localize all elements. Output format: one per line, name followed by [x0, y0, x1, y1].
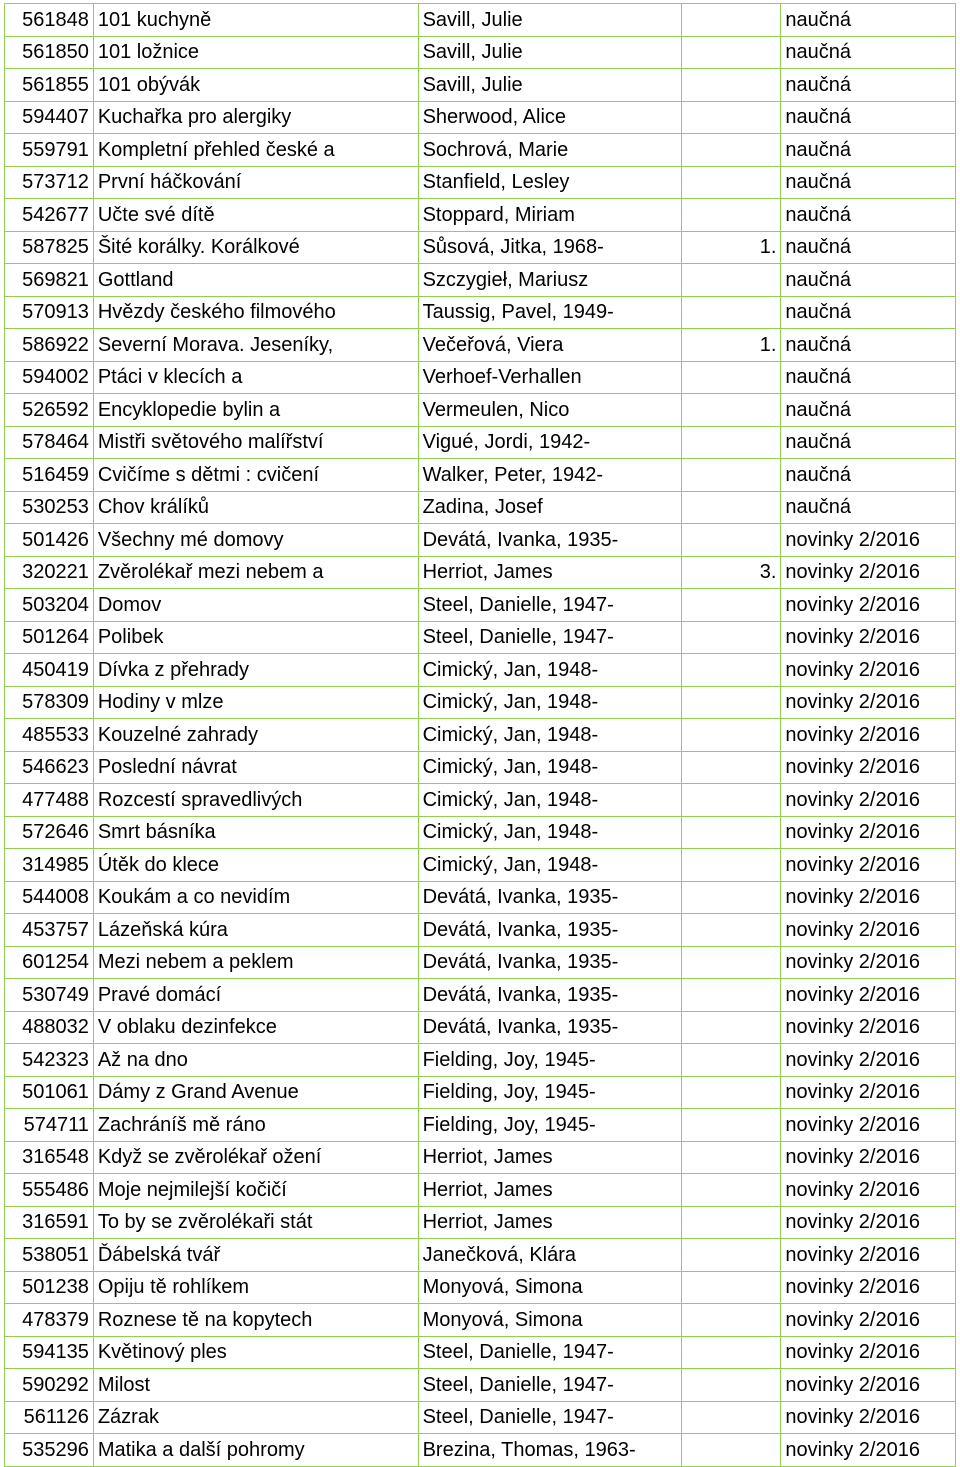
book-edition-cell	[681, 491, 780, 524]
table-row	[5, 1401, 956, 1434]
book-category-cell: novinky 2/2016	[781, 686, 956, 719]
book-category-cell: novinky 2/2016	[781, 1044, 956, 1077]
book-category-cell: naučná	[781, 166, 956, 199]
book-title-cell: Rozcestí spravedlivých	[93, 784, 418, 817]
book-edition-cell	[681, 1206, 780, 1239]
book-author-cell: Taussig, Pavel, 1949-	[418, 296, 681, 329]
book-edition-cell	[681, 1076, 780, 1109]
table-row	[5, 946, 956, 979]
book-id-cell: 501238	[5, 1271, 94, 1304]
book-category-cell: novinky 2/2016	[781, 1141, 956, 1174]
book-edition-cell	[681, 199, 780, 232]
table-row	[5, 1239, 956, 1272]
book-edition-cell	[681, 134, 780, 167]
book-title-cell: Útěk do klece	[93, 849, 418, 882]
book-id-cell: 542323	[5, 1044, 94, 1077]
book-edition-cell	[681, 914, 780, 947]
book-id-cell: 530749	[5, 979, 94, 1012]
book-category-cell: novinky 2/2016	[781, 1239, 956, 1272]
book-category-cell: novinky 2/2016	[781, 881, 956, 914]
book-category-cell: novinky 2/2016	[781, 784, 956, 817]
book-edition-cell	[681, 654, 780, 687]
book-title-cell: Kuchařka pro alergiky	[93, 101, 418, 134]
book-title-cell: Kompletní přehled české a	[93, 134, 418, 167]
book-category-cell: naučná	[781, 101, 956, 134]
table-row	[5, 881, 956, 914]
book-author-cell: Devátá, Ivanka, 1935-	[418, 979, 681, 1012]
book-category-cell: novinky 2/2016	[781, 1304, 956, 1337]
book-category-cell: naučná	[781, 329, 956, 362]
book-title-cell: To by se zvěrolékaři stát	[93, 1206, 418, 1239]
book-author-cell: Fielding, Joy, 1945-	[418, 1109, 681, 1142]
book-edition-cell	[681, 946, 780, 979]
book-edition-cell	[681, 1271, 780, 1304]
book-id-cell: 561848	[5, 4, 94, 37]
table-row	[5, 686, 956, 719]
book-title-cell: 101 ložnice	[93, 36, 418, 69]
book-author-cell: Savill, Julie	[418, 69, 681, 102]
book-id-cell: 314985	[5, 849, 94, 882]
book-edition-cell: 3.	[681, 556, 780, 589]
book-edition-cell	[681, 4, 780, 37]
book-id-cell: 574711	[5, 1109, 94, 1142]
book-edition-cell	[681, 719, 780, 752]
book-edition-cell	[681, 524, 780, 557]
book-author-cell: Steel, Danielle, 1947-	[418, 1369, 681, 1402]
table-row	[5, 264, 956, 297]
book-category-cell: naučná	[781, 459, 956, 492]
book-edition-cell	[681, 1044, 780, 1077]
table-row	[5, 589, 956, 622]
book-title-cell: Roznese tě na kopytech	[93, 1304, 418, 1337]
book-author-cell: Devátá, Ivanka, 1935-	[418, 914, 681, 947]
book-category-cell: naučná	[781, 36, 956, 69]
book-title-cell: Opiju tě rohlíkem	[93, 1271, 418, 1304]
book-title-cell: Učte své dítě	[93, 199, 418, 232]
book-id-cell: 488032	[5, 1011, 94, 1044]
book-category-cell: novinky 2/2016	[781, 751, 956, 784]
table-row	[5, 914, 956, 947]
book-title-cell: 101 kuchyně	[93, 4, 418, 37]
book-title-cell: Květinový ples	[93, 1336, 418, 1369]
book-id-cell: 570913	[5, 296, 94, 329]
book-id-cell: 561126	[5, 1401, 94, 1434]
book-id-cell: 316591	[5, 1206, 94, 1239]
book-category-cell: novinky 2/2016	[781, 524, 956, 557]
book-title-cell: Koukám a co nevidím	[93, 881, 418, 914]
table-row	[5, 784, 956, 817]
table-row	[5, 134, 956, 167]
table-row	[5, 1174, 956, 1207]
table-row	[5, 69, 956, 102]
book-author-cell: Steel, Danielle, 1947-	[418, 589, 681, 622]
book-author-cell: Steel, Danielle, 1947-	[418, 1401, 681, 1434]
book-author-cell: Walker, Peter, 1942-	[418, 459, 681, 492]
book-edition-cell	[681, 1011, 780, 1044]
book-author-cell: Steel, Danielle, 1947-	[418, 1336, 681, 1369]
book-author-cell: Verhoef-Verhallen	[418, 361, 681, 394]
book-author-cell: Herriot, James	[418, 556, 681, 589]
book-author-cell: Zadina, Josef	[418, 491, 681, 524]
book-category-cell: novinky 2/2016	[781, 946, 956, 979]
book-id-cell: 530253	[5, 491, 94, 524]
book-edition-cell	[681, 1434, 780, 1467]
table-row	[5, 394, 956, 427]
book-edition-cell	[681, 686, 780, 719]
book-author-cell: Devátá, Ivanka, 1935-	[418, 524, 681, 557]
book-author-cell: Cimický, Jan, 1948-	[418, 849, 681, 882]
table-row	[5, 1434, 956, 1467]
table-row	[5, 36, 956, 69]
book-edition-cell	[681, 816, 780, 849]
book-edition-cell	[681, 296, 780, 329]
book-title-cell: Až na dno	[93, 1044, 418, 1077]
book-edition-cell	[681, 881, 780, 914]
book-author-cell: Cimický, Jan, 1948-	[418, 784, 681, 817]
book-author-cell: Sochrová, Marie	[418, 134, 681, 167]
book-category-cell: naučná	[781, 361, 956, 394]
book-title-cell: Cvičíme s dětmi : cvičení	[93, 459, 418, 492]
table-row	[5, 654, 956, 687]
book-category-cell: naučná	[781, 296, 956, 329]
book-author-cell: Večeřová, Viera	[418, 329, 681, 362]
book-title-cell: Šité korálky. Korálkové	[93, 231, 418, 264]
book-edition-cell	[681, 784, 780, 817]
book-author-cell: Stoppard, Miriam	[418, 199, 681, 232]
table-row	[5, 524, 956, 557]
book-id-cell: 453757	[5, 914, 94, 947]
table-row	[5, 1206, 956, 1239]
book-title-cell: Polibek	[93, 621, 418, 654]
book-edition-cell	[681, 36, 780, 69]
book-id-cell: 555486	[5, 1174, 94, 1207]
book-category-cell: novinky 2/2016	[781, 914, 956, 947]
book-title-cell: Chov králíků	[93, 491, 418, 524]
book-title-cell: Smrt básníka	[93, 816, 418, 849]
book-id-cell: 590292	[5, 1369, 94, 1402]
book-author-cell: Fielding, Joy, 1945-	[418, 1076, 681, 1109]
book-edition-cell	[681, 1401, 780, 1434]
book-title-cell: Milost	[93, 1369, 418, 1402]
book-id-cell: 542677	[5, 199, 94, 232]
book-category-cell: naučná	[781, 231, 956, 264]
book-id-cell: 535296	[5, 1434, 94, 1467]
book-category-cell: novinky 2/2016	[781, 849, 956, 882]
book-list-table	[4, 3, 956, 1467]
book-category-cell: naučná	[781, 394, 956, 427]
book-author-cell: Herriot, James	[418, 1174, 681, 1207]
book-author-cell: Herriot, James	[418, 1206, 681, 1239]
book-title-cell: Severní Morava. Jeseníky,	[93, 329, 418, 362]
table-row	[5, 1336, 956, 1369]
book-author-cell: Devátá, Ivanka, 1935-	[418, 946, 681, 979]
book-edition-cell	[681, 459, 780, 492]
book-author-cell: Savill, Julie	[418, 4, 681, 37]
book-edition-cell	[681, 1109, 780, 1142]
book-title-cell: Všechny mé domovy	[93, 524, 418, 557]
table-row	[5, 426, 956, 459]
book-category-cell: novinky 2/2016	[781, 1271, 956, 1304]
book-category-cell: novinky 2/2016	[781, 621, 956, 654]
table-row	[5, 621, 956, 654]
table-row	[5, 1271, 956, 1304]
book-category-cell: novinky 2/2016	[781, 816, 956, 849]
book-edition-cell	[681, 621, 780, 654]
book-id-cell: 559791	[5, 134, 94, 167]
book-id-cell: 578309	[5, 686, 94, 719]
table-row	[5, 459, 956, 492]
book-title-cell: Lázeňská kúra	[93, 914, 418, 947]
book-title-cell: Zázrak	[93, 1401, 418, 1434]
table-row	[5, 361, 956, 394]
book-author-cell: Janečková, Klára	[418, 1239, 681, 1272]
book-title-cell: Hodiny v mlze	[93, 686, 418, 719]
table-row	[5, 329, 956, 362]
book-id-cell: 578464	[5, 426, 94, 459]
book-author-cell: Devátá, Ivanka, 1935-	[418, 1011, 681, 1044]
book-author-cell: Steel, Danielle, 1947-	[418, 621, 681, 654]
table-row	[5, 1304, 956, 1337]
book-edition-cell	[681, 1239, 780, 1272]
book-author-cell: Monyová, Simona	[418, 1304, 681, 1337]
book-category-cell: naučná	[781, 426, 956, 459]
book-title-cell: Když se zvěrolékař ožení	[93, 1141, 418, 1174]
book-author-cell: Cimický, Jan, 1948-	[418, 816, 681, 849]
book-title-cell: Mezi nebem a peklem	[93, 946, 418, 979]
table-row	[5, 1141, 956, 1174]
book-title-cell: Zachráníš mě ráno	[93, 1109, 418, 1142]
book-edition-cell	[681, 361, 780, 394]
book-author-cell: Vigué, Jordi, 1942-	[418, 426, 681, 459]
book-id-cell: 573712	[5, 166, 94, 199]
table-row	[5, 199, 956, 232]
book-category-cell: novinky 2/2016	[781, 1369, 956, 1402]
book-edition-cell	[681, 1369, 780, 1402]
book-id-cell: 478379	[5, 1304, 94, 1337]
book-id-cell: 503204	[5, 589, 94, 622]
table-row	[5, 1011, 956, 1044]
book-id-cell: 594135	[5, 1336, 94, 1369]
book-edition-cell	[681, 69, 780, 102]
book-author-cell: Stanfield, Lesley	[418, 166, 681, 199]
book-category-cell: novinky 2/2016	[781, 979, 956, 1012]
book-author-cell: Brezina, Thomas, 1963-	[418, 1434, 681, 1467]
table-row	[5, 979, 956, 1012]
book-id-cell: 586922	[5, 329, 94, 362]
book-title-cell: Dámy z Grand Avenue	[93, 1076, 418, 1109]
book-edition-cell	[681, 264, 780, 297]
book-category-cell: naučná	[781, 264, 956, 297]
book-category-cell: novinky 2/2016	[781, 1206, 956, 1239]
book-id-cell: 516459	[5, 459, 94, 492]
book-category-cell: novinky 2/2016	[781, 1109, 956, 1142]
book-edition-cell	[681, 1141, 780, 1174]
table-row	[5, 556, 956, 589]
book-id-cell: 601254	[5, 946, 94, 979]
book-id-cell: 594002	[5, 361, 94, 394]
table-row	[5, 101, 956, 134]
book-edition-cell	[681, 751, 780, 784]
book-author-cell: Sůsová, Jitka, 1968-	[418, 231, 681, 264]
book-edition-cell	[681, 1336, 780, 1369]
book-category-cell: novinky 2/2016	[781, 654, 956, 687]
book-edition-cell: 1.	[681, 231, 780, 264]
book-edition-cell	[681, 1174, 780, 1207]
book-edition-cell	[681, 849, 780, 882]
book-id-cell: 485533	[5, 719, 94, 752]
book-author-cell: Devátá, Ivanka, 1935-	[418, 881, 681, 914]
book-id-cell: 501061	[5, 1076, 94, 1109]
book-author-cell: Szczygieł, Mariusz	[418, 264, 681, 297]
book-id-cell: 546623	[5, 751, 94, 784]
table-row	[5, 816, 956, 849]
book-title-cell: První háčkování	[93, 166, 418, 199]
book-id-cell: 561850	[5, 36, 94, 69]
book-title-cell: Poslední návrat	[93, 751, 418, 784]
table-row	[5, 231, 956, 264]
book-category-cell: novinky 2/2016	[781, 719, 956, 752]
book-edition-cell	[681, 589, 780, 622]
book-id-cell: 561855	[5, 69, 94, 102]
book-id-cell: 320221	[5, 556, 94, 589]
book-category-cell: naučná	[781, 69, 956, 102]
table-row	[5, 849, 956, 882]
book-id-cell: 587825	[5, 231, 94, 264]
book-title-cell: Ptáci v klecích a	[93, 361, 418, 394]
book-edition-cell	[681, 101, 780, 134]
book-title-cell: Kouzelné zahrady	[93, 719, 418, 752]
book-list-body	[5, 4, 956, 1467]
table-row	[5, 4, 956, 37]
table-row	[5, 491, 956, 524]
book-category-cell: novinky 2/2016	[781, 556, 956, 589]
book-category-cell: naučná	[781, 491, 956, 524]
book-id-cell: 526592	[5, 394, 94, 427]
book-category-cell: novinky 2/2016	[781, 1076, 956, 1109]
book-title-cell: Ďábelská tvář	[93, 1239, 418, 1272]
book-title-cell: Gottland	[93, 264, 418, 297]
table-row	[5, 1044, 956, 1077]
book-title-cell: 101 obývák	[93, 69, 418, 102]
book-category-cell: novinky 2/2016	[781, 1011, 956, 1044]
book-author-cell: Fielding, Joy, 1945-	[418, 1044, 681, 1077]
book-category-cell: novinky 2/2016	[781, 1174, 956, 1207]
book-edition-cell	[681, 426, 780, 459]
book-title-cell: V oblaku dezinfekce	[93, 1011, 418, 1044]
book-title-cell: Pravé domácí	[93, 979, 418, 1012]
book-author-cell: Herriot, James	[418, 1141, 681, 1174]
book-title-cell: Hvězdy českého filmového	[93, 296, 418, 329]
book-author-cell: Sherwood, Alice	[418, 101, 681, 134]
book-title-cell: Mistři světového malířství	[93, 426, 418, 459]
table-row	[5, 751, 956, 784]
table-row	[5, 1109, 956, 1142]
book-id-cell: 569821	[5, 264, 94, 297]
book-id-cell: 572646	[5, 816, 94, 849]
book-author-cell: Vermeulen, Nico	[418, 394, 681, 427]
book-author-cell: Monyová, Simona	[418, 1271, 681, 1304]
book-category-cell: novinky 2/2016	[781, 1336, 956, 1369]
book-category-cell: naučná	[781, 134, 956, 167]
table-row	[5, 1369, 956, 1402]
book-title-cell: Matika a další pohromy	[93, 1434, 418, 1467]
table-row	[5, 719, 956, 752]
book-edition-cell	[681, 166, 780, 199]
book-title-cell: Dívka z přehrady	[93, 654, 418, 687]
book-id-cell: 316548	[5, 1141, 94, 1174]
book-edition-cell	[681, 1304, 780, 1337]
book-author-cell: Cimický, Jan, 1948-	[418, 751, 681, 784]
book-author-cell: Savill, Julie	[418, 36, 681, 69]
table-row	[5, 296, 956, 329]
book-title-cell: Zvěrolékař mezi nebem a	[93, 556, 418, 589]
table-row	[5, 166, 956, 199]
book-id-cell: 501264	[5, 621, 94, 654]
book-author-cell: Cimický, Jan, 1948-	[418, 654, 681, 687]
book-author-cell: Cimický, Jan, 1948-	[418, 719, 681, 752]
book-id-cell: 538051	[5, 1239, 94, 1272]
book-title-cell: Encyklopedie bylin a	[93, 394, 418, 427]
book-id-cell: 594407	[5, 101, 94, 134]
book-title-cell: Domov	[93, 589, 418, 622]
book-author-cell: Cimický, Jan, 1948-	[418, 686, 681, 719]
book-id-cell: 501426	[5, 524, 94, 557]
book-edition-cell: 1.	[681, 329, 780, 362]
table-row	[5, 1076, 956, 1109]
book-id-cell: 450419	[5, 654, 94, 687]
book-id-cell: 544008	[5, 881, 94, 914]
book-category-cell: novinky 2/2016	[781, 589, 956, 622]
book-edition-cell	[681, 979, 780, 1012]
book-title-cell: Moje nejmilejší kočičí	[93, 1174, 418, 1207]
book-category-cell: naučná	[781, 199, 956, 232]
book-category-cell: novinky 2/2016	[781, 1401, 956, 1434]
book-id-cell: 477488	[5, 784, 94, 817]
book-category-cell: naučná	[781, 4, 956, 37]
book-edition-cell	[681, 394, 780, 427]
book-category-cell: novinky 2/2016	[781, 1434, 956, 1467]
